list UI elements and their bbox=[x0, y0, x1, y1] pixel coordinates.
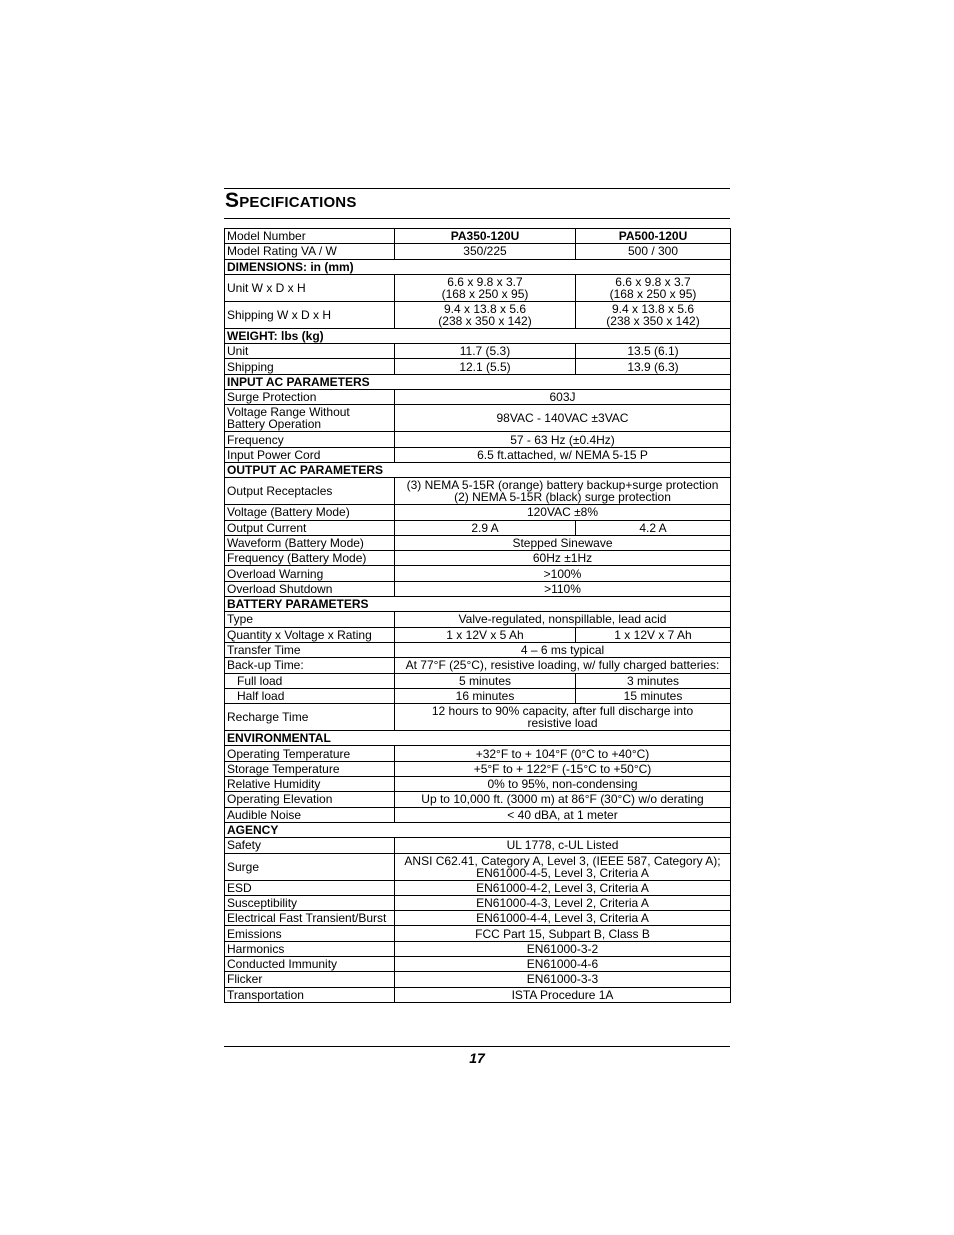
value-shared-text: EN61000-4-6 bbox=[526, 957, 599, 972]
row-label bbox=[225, 581, 395, 596]
row-label bbox=[225, 447, 395, 462]
value-shared bbox=[395, 642, 731, 657]
row-label bbox=[225, 673, 395, 688]
row-label bbox=[225, 505, 395, 520]
value-pa500-text: 1 x 12V x 7 Ah bbox=[614, 627, 692, 642]
value-shared-text: 4 – 6 ms typical bbox=[520, 643, 605, 658]
row-label-text: Overload Warning bbox=[227, 566, 324, 581]
value-pa500-text: 500 / 300 bbox=[627, 244, 679, 259]
row-label bbox=[225, 612, 395, 627]
row-label-text: Surge bbox=[227, 859, 260, 874]
row-label-text: Transfer Time bbox=[227, 643, 301, 658]
value-shared bbox=[395, 390, 731, 405]
value-pa500 bbox=[576, 344, 731, 359]
value-pa500 bbox=[576, 244, 731, 259]
row-label bbox=[225, 551, 395, 566]
row-label-text: Model Number bbox=[227, 229, 306, 244]
value-pa500-text: 13.9 (6.3) bbox=[627, 359, 679, 374]
spec-row bbox=[225, 520, 731, 535]
value-shared-text: UL 1778, c-UL Listed bbox=[506, 838, 619, 853]
value-pa500 bbox=[576, 274, 731, 301]
spec-row bbox=[225, 551, 731, 566]
row-label bbox=[225, 432, 395, 447]
value-pa350 bbox=[395, 520, 576, 535]
section-row bbox=[225, 328, 731, 343]
spec-row bbox=[225, 566, 731, 581]
value-shared-text: EN61000-3-2 bbox=[526, 941, 599, 956]
value-shared-text: ISTA Procedure 1A bbox=[511, 987, 614, 1002]
row-label-text: Operating Elevation bbox=[227, 792, 333, 807]
spec-row bbox=[225, 987, 731, 1002]
value-pa350-text: 5 minutes bbox=[458, 673, 512, 688]
model-header-pa500 bbox=[576, 229, 731, 244]
value-shared-text: 60Hz ±1Hz bbox=[532, 551, 593, 566]
section-row bbox=[225, 374, 731, 389]
spec-row bbox=[225, 972, 731, 987]
model-header-pa500-text: PA500-120U bbox=[618, 229, 688, 244]
row-label-text: Unit W x D x H bbox=[227, 280, 306, 295]
spec-row bbox=[225, 880, 731, 895]
section-heading-text: INPUT AC PARAMETERS bbox=[227, 374, 370, 389]
value-shared bbox=[395, 972, 731, 987]
value-shared bbox=[395, 941, 731, 956]
row-label bbox=[225, 853, 395, 880]
value-shared-text: 98VAC - 140VAC ±3VAC bbox=[496, 411, 629, 426]
row-label-text: Harmonics bbox=[227, 941, 285, 956]
value-shared bbox=[395, 956, 731, 971]
row-label bbox=[225, 941, 395, 956]
value-shared bbox=[395, 807, 731, 822]
section-heading-text: WEIGHT: lbs (kg) bbox=[227, 329, 324, 344]
row-label-text: Frequency (Battery Mode) bbox=[227, 551, 367, 566]
spec-row bbox=[225, 301, 731, 328]
row-label-text: Model Rating VA / W bbox=[227, 244, 337, 259]
value-shared bbox=[395, 612, 731, 627]
value-shared-text: 603J bbox=[549, 390, 576, 405]
row-label-text: Unit bbox=[227, 344, 249, 359]
row-label-text: Output Current bbox=[227, 520, 307, 535]
value-shared-text: At 77°F (25°C), resistive loading, w/ fully charged batteries: bbox=[405, 658, 720, 673]
spec-row bbox=[225, 853, 731, 880]
spec-row bbox=[225, 642, 731, 657]
spec-row bbox=[225, 761, 731, 776]
value-shared bbox=[395, 761, 731, 776]
row-label bbox=[225, 777, 395, 792]
row-label bbox=[225, 895, 395, 910]
section-row bbox=[225, 597, 731, 612]
value-pa350-text: 2.9 A bbox=[471, 520, 499, 535]
value-shared-text: +32°F to + 104°F (0°C to +40°C) bbox=[475, 746, 650, 761]
value-pa350 bbox=[395, 673, 576, 688]
spec-row bbox=[225, 390, 731, 405]
row-label-text: Half load bbox=[237, 688, 285, 703]
row-label bbox=[225, 627, 395, 642]
value-shared-text: EN61000-3-3 bbox=[526, 972, 599, 987]
value-pa500-text: 4.2 A bbox=[639, 520, 667, 535]
row-label bbox=[225, 244, 395, 259]
row-label-text: Voltage (Battery Mode) bbox=[227, 505, 350, 520]
section-heading-text: ENVIRONMENTAL bbox=[227, 731, 331, 746]
row-label-text: Conducted Immunity bbox=[227, 957, 338, 972]
row-label-text: Operating Temperature bbox=[227, 746, 351, 761]
value-shared-text: +5°F to + 122°F (-15°C to +50°C) bbox=[473, 761, 652, 776]
row-label-text: Output Receptacles bbox=[227, 484, 333, 499]
row-label bbox=[225, 658, 395, 673]
spec-row bbox=[225, 704, 731, 731]
row-label bbox=[225, 405, 395, 432]
value-pa500 bbox=[576, 688, 731, 703]
value-shared bbox=[395, 535, 731, 550]
row-label bbox=[225, 274, 395, 301]
value-pa500-text: 15 minutes bbox=[623, 688, 683, 703]
row-label bbox=[225, 926, 395, 941]
row-label bbox=[225, 972, 395, 987]
row-label bbox=[225, 911, 395, 926]
spec-row bbox=[225, 807, 731, 822]
value-shared-text: ANSI C62.41, Category A, Level 3, (IEEE 587, Category A); EN61000-4-5, Level 3, Criteria A bbox=[404, 853, 721, 880]
value-shared-text: >110% bbox=[544, 581, 581, 596]
row-label bbox=[225, 880, 395, 895]
row-label bbox=[225, 520, 395, 535]
value-pa350-text: 350/225 bbox=[463, 244, 507, 259]
row-label bbox=[225, 390, 395, 405]
value-shared bbox=[395, 987, 731, 1002]
spec-row bbox=[225, 535, 731, 550]
row-label-text: Type bbox=[227, 612, 254, 627]
value-pa500-text: 3 minutes bbox=[626, 673, 680, 688]
section-heading bbox=[225, 462, 731, 477]
value-pa350-text: 16 minutes bbox=[455, 688, 515, 703]
row-label-text: Full load bbox=[237, 673, 283, 688]
value-pa350-text: 12.1 (5.5) bbox=[459, 359, 511, 374]
value-pa500 bbox=[576, 520, 731, 535]
row-label bbox=[225, 642, 395, 657]
spec-row bbox=[225, 746, 731, 761]
section-heading bbox=[225, 822, 731, 837]
spec-row bbox=[225, 658, 731, 673]
row-label-text: Voltage Range Without Battery Operation bbox=[227, 405, 350, 432]
section-heading bbox=[225, 597, 731, 612]
value-pa500 bbox=[576, 627, 731, 642]
row-label bbox=[225, 792, 395, 807]
spec-row bbox=[225, 941, 731, 956]
value-shared bbox=[395, 505, 731, 520]
specifications-body bbox=[225, 229, 731, 1003]
row-label-text: Surge Protection bbox=[227, 390, 317, 405]
section-heading-text: BATTERY PARAMETERS bbox=[227, 597, 369, 612]
section-heading bbox=[225, 731, 731, 746]
row-label-text: Emissions bbox=[227, 926, 282, 941]
spec-row bbox=[225, 838, 731, 853]
value-pa350 bbox=[395, 359, 576, 374]
spec-row bbox=[225, 673, 731, 688]
section-heading-text: DIMENSIONS: in (mm) bbox=[227, 259, 354, 274]
page-number: 17 bbox=[469, 1050, 485, 1066]
value-shared bbox=[395, 853, 731, 880]
row-label-text: Frequency bbox=[227, 432, 284, 447]
row-label bbox=[225, 229, 395, 244]
bottom-rule bbox=[224, 1046, 730, 1047]
value-shared bbox=[395, 746, 731, 761]
row-label bbox=[225, 688, 395, 703]
spec-row bbox=[225, 926, 731, 941]
row-label-text: Storage Temperature bbox=[227, 761, 340, 776]
spec-row bbox=[225, 344, 731, 359]
value-pa350 bbox=[395, 244, 576, 259]
row-label-text: Safety bbox=[227, 838, 262, 853]
value-shared bbox=[395, 581, 731, 596]
spec-row bbox=[225, 432, 731, 447]
section-heading bbox=[225, 259, 731, 274]
value-pa350-text: 11.7 (5.3) bbox=[459, 344, 511, 359]
spec-row bbox=[225, 581, 731, 596]
row-label bbox=[225, 478, 395, 505]
value-pa500 bbox=[576, 301, 731, 328]
value-shared bbox=[395, 566, 731, 581]
value-pa350 bbox=[395, 627, 576, 642]
section-heading bbox=[225, 374, 731, 389]
row-label-text: Back-up Time: bbox=[227, 658, 304, 673]
spec-row bbox=[225, 274, 731, 301]
value-shared bbox=[395, 880, 731, 895]
title-initial: S bbox=[225, 189, 240, 212]
value-shared bbox=[395, 911, 731, 926]
value-pa500-text: 6.6 x 9.8 x 3.7 (168 x 250 x 95) bbox=[609, 274, 697, 301]
section-row bbox=[225, 259, 731, 274]
section-row bbox=[225, 462, 731, 477]
row-label-text: Audible Noise bbox=[227, 807, 302, 822]
model-header-pa350 bbox=[395, 229, 576, 244]
row-label-text: Shipping W x D x H bbox=[227, 307, 332, 322]
value-shared bbox=[395, 777, 731, 792]
spec-row bbox=[225, 405, 731, 432]
section-heading-text: OUTPUT AC PARAMETERS bbox=[227, 463, 383, 478]
row-label-text: Susceptibility bbox=[227, 895, 298, 910]
value-shared bbox=[395, 405, 731, 432]
spec-row bbox=[225, 895, 731, 910]
spec-row bbox=[225, 688, 731, 703]
value-shared-text: EN61000-4-3, Level 2, Criteria A bbox=[476, 895, 649, 910]
title-underline bbox=[224, 218, 730, 219]
spec-row bbox=[225, 244, 731, 259]
spec-row bbox=[225, 956, 731, 971]
value-shared-text: 0% to 95%, non-condensing bbox=[487, 777, 638, 792]
spec-row bbox=[225, 627, 731, 642]
value-pa500-text: 9.4 x 13.8 x 5.6 (238 x 350 x 142) bbox=[606, 301, 700, 328]
model-header-pa350-text: PA350-120U bbox=[450, 229, 520, 244]
value-shared-text: Up to 10,000 ft. (3000 m) at 86°F (30°C) w/o derating bbox=[421, 792, 704, 807]
value-shared bbox=[395, 551, 731, 566]
row-label bbox=[225, 301, 395, 328]
value-shared bbox=[395, 704, 731, 731]
row-label bbox=[225, 344, 395, 359]
value-shared bbox=[395, 478, 731, 505]
row-label-text: Input Power Cord bbox=[227, 447, 321, 462]
title-rest: PECIFICATIONS bbox=[239, 194, 357, 211]
spec-row bbox=[225, 911, 731, 926]
value-pa350-text: 6.6 x 9.8 x 3.7 (168 x 250 x 95) bbox=[441, 274, 529, 301]
value-shared-text: EN61000-4-4, Level 3, Criteria A bbox=[476, 911, 649, 926]
value-shared-text: 6.5 ft.attached, w/ NEMA 5-15 P bbox=[477, 447, 648, 462]
value-shared-text: Stepped Sinewave bbox=[512, 536, 613, 550]
value-pa350 bbox=[395, 688, 576, 703]
specifications-table bbox=[224, 228, 731, 1003]
value-shared-text: 57 - 63 Hz (±0.4Hz) bbox=[510, 432, 615, 447]
value-pa500 bbox=[576, 359, 731, 374]
value-pa350 bbox=[395, 301, 576, 328]
row-label bbox=[225, 566, 395, 581]
spec-row bbox=[225, 229, 731, 244]
value-shared-text: < 40 dBA, at 1 meter bbox=[507, 807, 618, 822]
value-shared-text: 12 hours to 90% capacity, after full discharge into resistive load bbox=[431, 704, 694, 731]
value-shared bbox=[395, 926, 731, 941]
row-label bbox=[225, 987, 395, 1002]
value-shared bbox=[395, 895, 731, 910]
spec-row bbox=[225, 777, 731, 792]
row-label bbox=[225, 761, 395, 776]
row-label-text: Quantity x Voltage x Rating bbox=[227, 627, 372, 642]
row-label-text: Recharge Time bbox=[227, 710, 309, 725]
row-label bbox=[225, 359, 395, 374]
row-label bbox=[225, 956, 395, 971]
page-title bbox=[225, 189, 357, 213]
spec-row bbox=[225, 447, 731, 462]
value-shared bbox=[395, 838, 731, 853]
value-pa350-text: 9.4 x 13.8 x 5.6 (238 x 350 x 142) bbox=[438, 301, 532, 328]
section-heading bbox=[225, 328, 731, 343]
row-label-text: Shipping bbox=[227, 359, 274, 374]
row-label-text: Transportation bbox=[227, 987, 304, 1002]
value-shared bbox=[395, 792, 731, 807]
row-label bbox=[225, 535, 395, 550]
value-pa500 bbox=[576, 673, 731, 688]
spec-row bbox=[225, 505, 731, 520]
row-label-text: Overload Shutdown bbox=[227, 581, 333, 596]
value-shared-text: 120VAC ±8% bbox=[526, 505, 599, 520]
row-label-text: Waveform (Battery Mode) bbox=[227, 536, 364, 550]
value-pa500-text: 13.5 (6.1) bbox=[627, 344, 679, 359]
section-row bbox=[225, 822, 731, 837]
value-shared bbox=[395, 447, 731, 462]
value-shared-text: Valve-regulated, nonspillable, lead acid bbox=[458, 612, 667, 627]
value-shared-text: >100% bbox=[543, 566, 582, 581]
row-label bbox=[225, 704, 395, 731]
value-pa350 bbox=[395, 274, 576, 301]
row-label-text: Electrical Fast Transient/Burst bbox=[227, 911, 387, 926]
row-label-text: Relative Humidity bbox=[227, 777, 321, 792]
row-label bbox=[225, 807, 395, 822]
row-label bbox=[225, 838, 395, 853]
section-row bbox=[225, 731, 731, 746]
value-shared bbox=[395, 658, 731, 673]
value-shared-text: FCC Part 15, Subpart B, Class B bbox=[475, 926, 650, 941]
spec-row bbox=[225, 612, 731, 627]
row-label-text: ESD bbox=[227, 880, 252, 895]
spec-row bbox=[225, 792, 731, 807]
value-shared bbox=[395, 432, 731, 447]
value-shared-text: (3) NEMA 5-15R (orange) battery backup+surge protection (2) NEMA 5-15R (black) surge protection bbox=[406, 478, 719, 505]
value-pa350-text: 1 x 12V x 5 Ah bbox=[446, 627, 524, 642]
section-heading-text: AGENCY bbox=[227, 823, 279, 838]
value-pa350 bbox=[395, 344, 576, 359]
row-label-text: Flicker bbox=[227, 972, 263, 987]
spec-row bbox=[225, 359, 731, 374]
spec-row bbox=[225, 478, 731, 505]
value-shared-text: EN61000-4-2, Level 3, Criteria A bbox=[476, 880, 649, 895]
row-label bbox=[225, 746, 395, 761]
